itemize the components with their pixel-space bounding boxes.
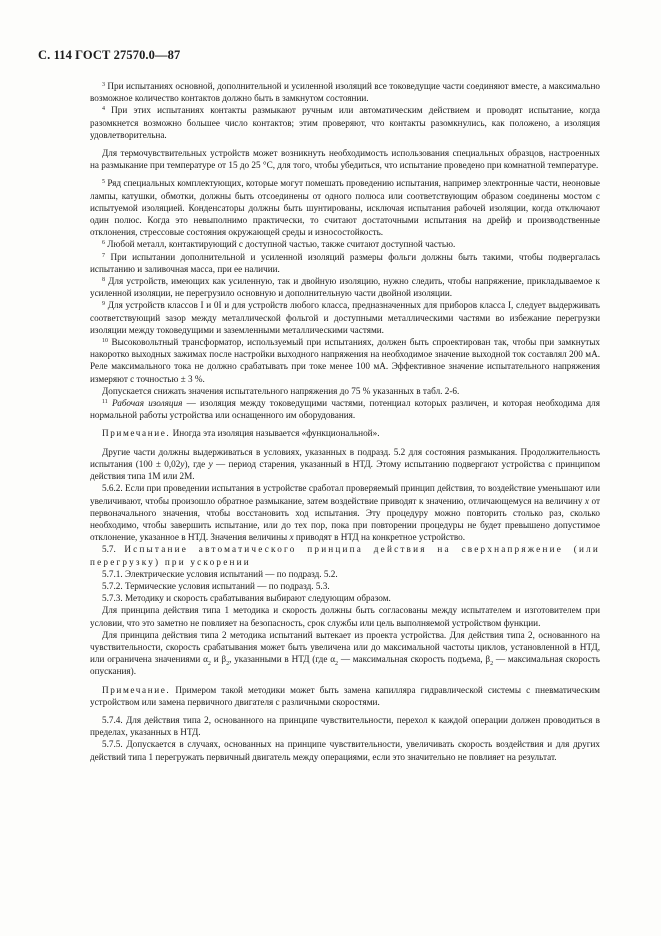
paragraph-other-parts: Другие части должны выдерживаться в условиях, указанных в подразд. 5.2 для состояния размыкания. Продолжительность испытания (100 ± 0,02y), где y — период старения, указанный в НТД. Этому испытанию подвергают устройства с принципом действия типа 1М или 2М. — [90, 446, 601, 482]
footnote-5 — [90, 177, 600, 238]
note-functional — [90, 427, 600, 439]
paragraph-thermo: Для термочувствительных устройств может возникнуть необходимость использования специальных образцов, настроенных на размыкание при температуре от 15 до 25 °С, для того, чтобы убедиться, что испытание проведено при комнатной температуре. — [90, 148, 600, 171]
footnote-text: Ряд специальных комплектующих, которые могут помешать проведению испытания, например электронные части, неоновые лампы, катушки, обмотки, должны быть отсоединены от одного полюса или соответствующим образом соединены мостом с испытуемой изоляцией. Конденсаторы должны быть шунтированы, исключая испытания рабочей изоляции, когда отключают один полюс. Когда это невыполнимо практически, то считают достаточными испытания на дрейф и производственные отклонения, стрессовые состояния окружающей среды и износостойкость. — [90, 178, 600, 238]
section-5-7-4: 5.7.4. Для действия типа 2, основанного на принципе чувствительности, перехол к каждой операции должен проводиться в пределах, указанных в НТД. — [90, 714, 600, 738]
footnote-marker: 6 — [102, 240, 105, 247]
section-title: Испытание автоматического принципа действия на сверхнапряжение (или перегрузку) при ускорении — [90, 544, 600, 567]
footnote-8 — [90, 275, 600, 299]
note-text: Примером такой методики может быть замена капилляра гидравлической системы с пневматическим устройством или замена первичного двигателя с различными скоростями. — [90, 684, 600, 707]
footnote-4 — [90, 104, 600, 141]
section-5-7-3: 5.7.3. Методику и скорость срабатывания выбирают следующим образом. — [102, 593, 391, 604]
footnote-text: При испытании дополнительной и усиленной изоляций размеры фольги должны быть такими, чтобы подвергалась испытанию и заливочная масса, при ее наличии. — [90, 251, 600, 274]
footnote-10 — [90, 336, 600, 385]
note-example — [90, 684, 600, 708]
footnote-7 — [90, 251, 600, 275]
footnote-text: Высоковольтный трансформатор, используемый при испытаниях, должен быть спроектирован так, чтобы при замкнутых накоротко выходных зажимах после настройки выходного напряжения на необходимое значение выходной ток составлял 200 мА. Реле максимального тока не должно срабатывать при токе менее 100 мА. Эффективное значение испытательного напряжения измеряют с точностью ± 3 %. — [90, 337, 600, 384]
footnote-marker: 3 — [102, 82, 105, 88]
section-5-7-heading — [90, 543, 600, 567]
footnote-11 — [90, 397, 600, 421]
footnote-marker: 9 — [102, 301, 105, 308]
term-working-insulation: Рабочая изоляция — [112, 398, 183, 409]
footnote-marker: 8 — [102, 277, 105, 284]
note-label: Примечание. — [102, 684, 171, 695]
footnote-marker: 11 — [102, 399, 108, 406]
section-5-7-2: 5.7.2. Термические условия испытаний — по подразд. 5.3. — [102, 580, 330, 591]
paragraph-type-1: Для принципа действия типа 1 методика и скорость должны быть согласованы между испытателем и изготовителем при условии, что это заметно не повлияет на безопасность, срок службы или цель выполняемой устройством функции. — [90, 605, 600, 628]
footnote-marker: 7 — [102, 252, 105, 259]
section-5-7-5: 5.7.5. Допускается в случаях, основанных на принципе чувствительности, увеличивать скорость воздействия и для других действий типа 1 перегружать первичный двигатель между операциями, если это значительно не повлияет на результат. — [90, 739, 600, 762]
section-5-6-2: 5.6.2. Если при проведении испытания в устройстве сработал проверяемый принцип действия, то воздействие уменьшают или увеличивают, чтобы произошло обратное размыкание, затем воздействие приводят к значению, отличающемуся на величину x от первоначального значения, чтобы восстановить ход испытания. Эту процедуру можно повторить столько раз, сколько необходимо, чтобы завершить испытание, или до тех пор, пока при повторении процедуры не будет превышено допустимое отклонение, указанное в НТД. Значения величины x приводят в НТД на конкретное устройство. — [90, 483, 600, 543]
footnote-marker: 5 — [102, 179, 105, 186]
note-label: Примечание. — [102, 428, 171, 439]
footnote-marker: 4 — [102, 106, 105, 113]
footnote-text: — изоляция между токоведущими частями, потенциал которых различен, и которая необходима для нормальной работы устройства или оснащенного им оборудования. — [90, 398, 600, 421]
page-header: С. 114 ГОСТ 27570.0—87 — [38, 48, 181, 62]
footnote-text: При этих испытаниях контакты размыкают ручным или автоматическим действием и проводят испытание, когда разомкнется возможно большее число контактов; этим проверяют, что контакты разомкнулись, как положено, а изоляция удовлетворительна. — [90, 105, 601, 140]
paragraph-reduce-voltage: Допускается снижать значения испытательного напряжения до 75 % указанных в табл. 2-6. — [102, 385, 460, 396]
page-content — [90, 80, 600, 763]
footnote-marker: 10 — [102, 338, 108, 345]
footnote-6 — [90, 238, 600, 250]
footnote-text: Для устройств классов I и 0I и для устройств любого класса, предназначенных для приборов класса I, следует выдерживать соответствующий зазор между металлической фольгой и доступными металлическими частями во избежание перегрузки изоляции между токоведущими и заземленными металлическими частями. — [90, 300, 600, 335]
footnote-text: Любой металл, контактирующий с доступной частью, также считают доступной частью. — [107, 239, 456, 250]
section-5-7-1: 5.7.1. Электрические условия испытаний — по подразд. 5.2. — [102, 568, 338, 579]
footnote-text: При испытаниях основной, дополнительной и усиленной изоляций все токоведущие части соединяют вместе, а максимально возможное количество контактов должно быть в замкнутом состоянии. — [90, 81, 601, 104]
note-text: Иногда эта изоляция называется «функциональной». — [170, 428, 380, 439]
paragraph-type-2: Для принципа действия типа 2 методика испытаний вытекает из проекта устройства. Для действия типа 2, основанного на чувствительности, скорость срабатывания может быть увеличена или до максимальной частоты циклов, установленной в НТД, или ограничена значениями $\alpha_2$ и $\beta_2$, указанными в НТД (где $\alpha_2$ — максимальная скорость подъема, $\beta_2$ — максимальная скорость опускания). — [90, 629, 600, 677]
footnote-9 — [90, 299, 600, 336]
footnote-3 — [90, 80, 600, 104]
footnote-text: Для устройств, имеющих как усиленную, так и двойную изоляцию, нужно следить, чтобы напряжение, прикладываемое к усиленной изоляции, не перегрузило основную и дополнительную части двойной изоляции. — [90, 276, 601, 299]
section-number: 5.7. — [102, 544, 116, 555]
